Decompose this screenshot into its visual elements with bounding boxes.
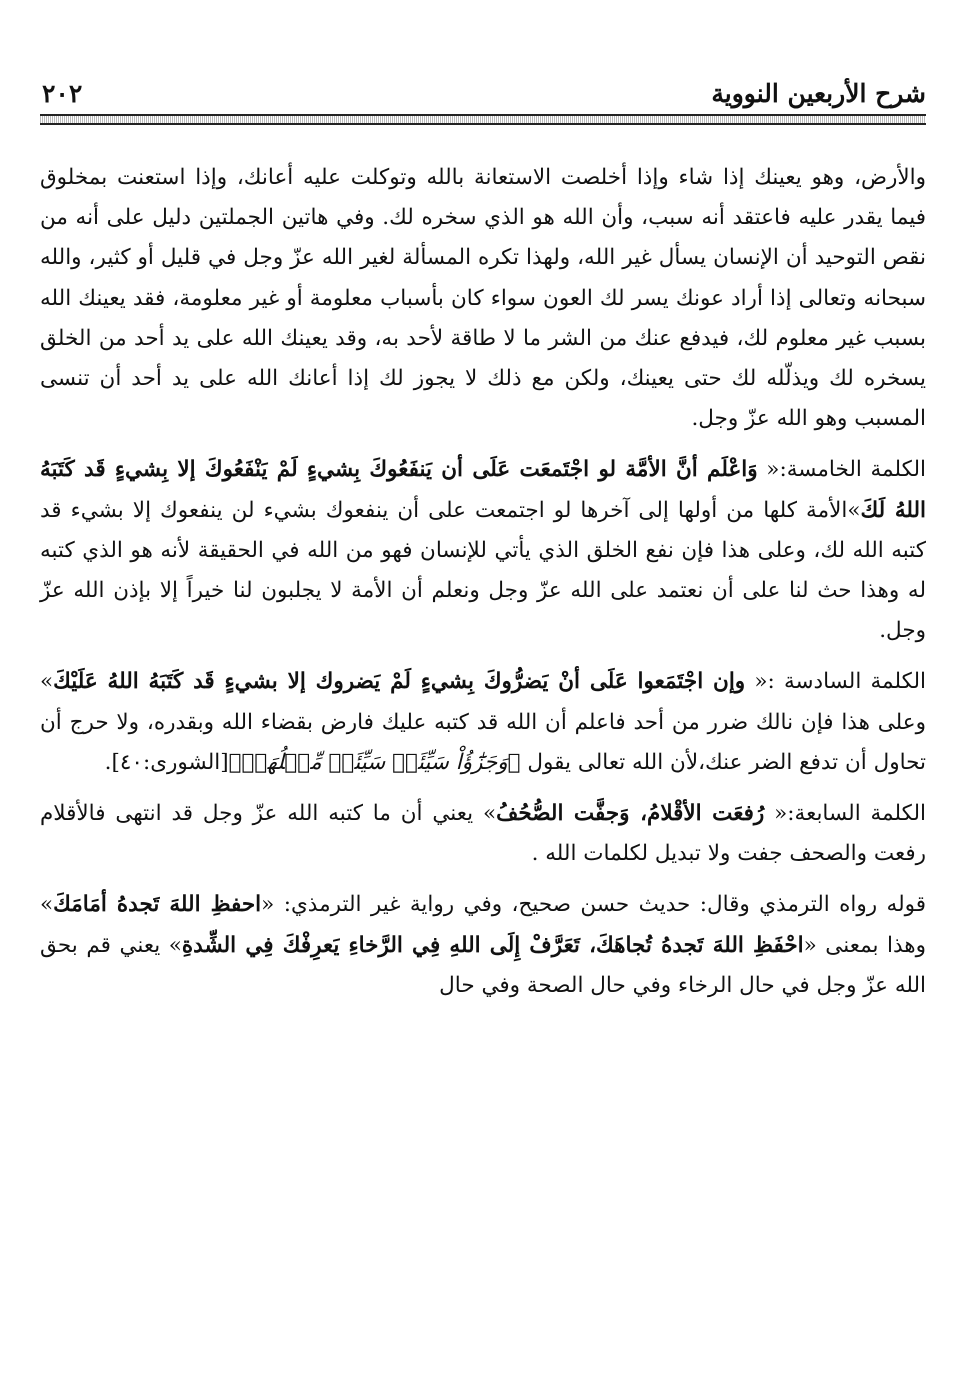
page-body (40, 158, 926, 1017)
paragraph (40, 450, 926, 651)
section-label: الكلمة الخامسة:« (757, 457, 926, 483)
page-number: ٢٠٢ (42, 79, 83, 108)
section-label: الكلمة السادسة :« (745, 669, 926, 695)
hadith-quote: وَاعْلَم أنَّ الأمَّة لو اجْتَمعَت عَلَى أن يَنفَعُوكَ بِشيءٍ لَمْ يَنْفَعُوكَ إلا بِشيءٍ قَد كَتَبَهُ اللهُ لَكَ (40, 457, 926, 523)
paragraph (40, 158, 926, 439)
body-text: والأرض، وهو يعينك إذا شاء وإذا أخلصت الاستعانة بالله وتوكلت عليه أعانك، وإذا استعنت بمخلوق فيما يقدر عليه فاعتقد أنه سبب، وأن الله هو الذي سخره لك. وفي هاتين الجملتين دليل على أنه من نقص التوحيد أن الإنسان يسأل غير الله، ولهذا تكره المسألة لغير الله عزّ وجل في قليل أو كثير، والله سبحانه وتعالى إذا أراد عونك يسر لك العون سواء كان بأسباب معلومة أو غير معلومة، فقد يعينك الله بسبب غير معلوم لك، فيدفع عنك من الشر ما لا طاقة لأحد به، وقد يعينك الله على يد أحد من الخلق يسخره لك ويذلّله لك حتى يعينك، ولكن مع ذلك لا يجوز لك إذا أعانك الله على يد أحد أن تنسى المسبب وهو الله عزّ وجل. (40, 165, 926, 432)
paragraph (40, 662, 926, 783)
body-text: » يعني أن ما كتبه الله عزّ وجل قد انتهى فالأقلام رفعت والصحف جفت ولا تبديل لكلمات الله . (40, 801, 926, 867)
hadith-quote: رُفعَت الأقْلامُ، وَجفَّت الصُّحُفُ (496, 801, 765, 827)
hadith-quote: وإن اجْتَمَعوا عَلَى أنْ يَضرُّوكَ بِشيءٍ لَمْ يَضروك إلا بشيءٍ قَد كَتَبَهُ اللهُ عَلَيْكَ (53, 669, 746, 695)
running-header (40, 78, 926, 110)
body-text: » وهذا بمعنى « (40, 892, 927, 958)
body-text: » وعلى هذا فإن نالك ضرر من أحد فاعلم أن الله قد كتبه عليك فارض بقضاء الله وبقدره، ولا حرج أن تحاول أن تدفع الضر عنك،لأن الله تعالى يقول (40, 669, 926, 775)
hadith-quote: احْفَظِ اللهَ تَجدهُ تُجاهَكَ، تَعَرَّفْ إِلَى اللهِ فِي الرَّخاءِ يَعرِفْكَ فِي الشِّدةِ (181, 932, 804, 958)
paragraph (40, 794, 926, 874)
header-rule (40, 114, 926, 125)
paragraph (40, 885, 926, 1006)
verse-citation: [الشورى:٤٠]. (104, 749, 229, 775)
book-title: شرح الأربعين النووية (711, 79, 926, 108)
body-text: » يعني قم بحق الله عزّ وجل في حال الرخاء وفي حال الصحة وفي حال (40, 932, 926, 998)
body-text: قوله رواه الترمذي وقال: حديث حسن صحيح، وفي رواية غير الترمذي: « (261, 892, 926, 918)
hadith-quote: احفظِ اللهَ تَجدهُ أمَامَكَ (53, 892, 262, 918)
quran-verse: ﴿وَجَزَٰٓؤُاْ سَيِّئَةٖ سَيِّئَةٞ مِّثۡلُهَاۖ﴾ (228, 749, 521, 775)
body-text: »الأمة كلها من أولها إلى آخرها لو اجتمعت على أن ينفعوك بشيء لن ينفعوك إلا بشيء قد كتبه الله لك، وعلى هذا فإن نفع الخلق الذي يأتي للإنسان فهو من الله في الحقيقة لأنه هو الذي كتبه له وهذا حث لنا على أن نعتمد على الله عزّ وجل ونعلم أن الأمة لا يجلبون لنا خيراً إلا بإذن الله عزّ وجل. (40, 497, 926, 644)
section-label: الكلمة السابعة:« (764, 801, 926, 827)
